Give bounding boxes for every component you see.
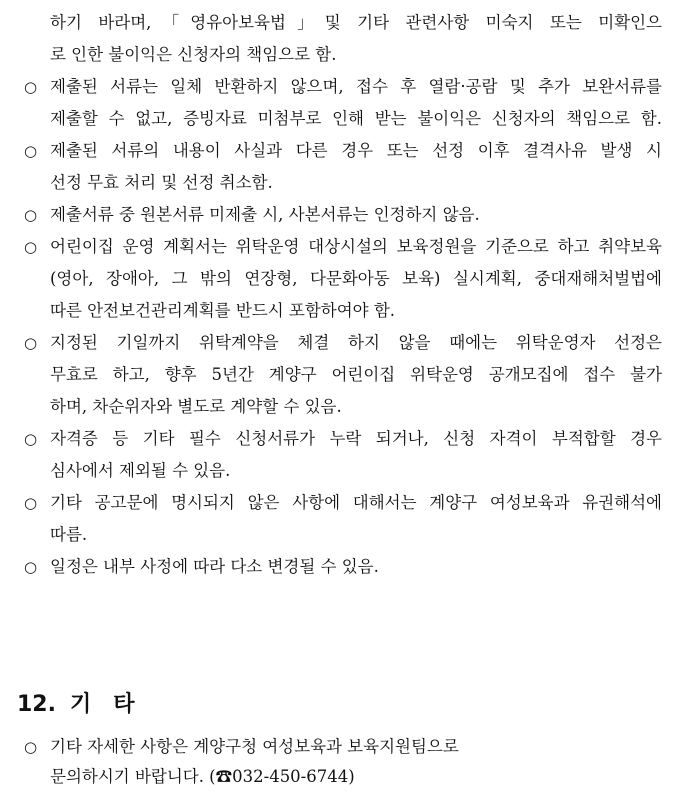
text-line: (영아, 장애아, 그 밖의 연장형, 다문화아동 보육) 실시계획, 중대재해처벌법에 [50, 269, 662, 288]
text-line: 지정된 기일까지 위탁계약을 체결 하지 않을 때에는 위탁운영자 선정은 [50, 333, 662, 352]
text-line: 로 인한 불이익은 신청자의 책임으로 함. [50, 45, 337, 64]
list-item [24, 556, 664, 578]
text-line: 기타 공고문에 명시되지 않은 사항에 대해서는 계양구 여성보육과 유권해석에 [50, 493, 662, 512]
list-item [24, 736, 664, 758]
circle-bullet-icon: ○ [24, 334, 38, 352]
circle-bullet-icon: ○ [24, 142, 38, 160]
list-item [24, 236, 664, 258]
text-line: 하기 바라며,「영유아보육법」및 기타 관련사항 미숙지 또는 미확인으 [50, 13, 662, 32]
text-line: 제출된 서류는 일체 반환하지 않으며, 접수 후 열람·공람 및 추가 보완서류를 [50, 77, 662, 96]
list-item [24, 140, 664, 162]
list-item [24, 492, 664, 514]
text-line: 따름. [50, 525, 88, 544]
text-line: 제출할 수 없고, 증빙자료 미첨부로 인해 받는 불이익은 신청자의 책임으로 함. [50, 109, 662, 128]
text-line: 따른 안전보건관리계획를 반드시 포함하여야 함. [50, 301, 396, 320]
circle-bullet-icon: ○ [24, 78, 38, 96]
text-line: 하며, 차순위자와 별도로 계약할 수 있음. [50, 397, 342, 416]
section-number: 12. [17, 692, 56, 717]
section-title-char: 타 [113, 692, 135, 717]
list-item [24, 428, 664, 450]
text-line: 제출서류 중 원본서류 미제출 시, 사본서류는 인정하지 않음. [50, 205, 480, 224]
circle-bullet-icon: ○ [24, 238, 38, 256]
circle-bullet-icon: ○ [24, 494, 38, 512]
list-item [24, 76, 664, 98]
list-item [24, 204, 664, 226]
text-line: 심사에서 제외될 수 있음. [50, 461, 231, 480]
text-line: 선정 무효 처리 및 선정 취소함. [50, 173, 273, 192]
section-heading [17, 691, 135, 719]
list-item [24, 332, 664, 354]
circle-bullet-icon: ○ [24, 738, 38, 756]
text-line: 자격증 등 기타 필수 신청서류가 누락 되거나, 신청 자격이 부적합할 경우 [50, 429, 662, 448]
text-line: 어린이집 운영 계획서는 위탁운영 대상시설의 보육정원을 기준으로 하고 취약보육 [50, 237, 662, 256]
text-line: 무효로 하고, 향후 5년간 계양구 어린이집 위탁운영 공개모집에 접수 불가 [50, 365, 662, 384]
text-line: 제출된 서류의 내용이 사실과 다른 경우 또는 선정 이후 결격사유 발생 시 [50, 141, 662, 160]
contact-line: 문의하시기 바랍니다. (☎032-450-6744) [50, 767, 355, 786]
text-line: 기타 자세한 사항은 계양구청 여성보육과 보육지원팀으로 [50, 737, 459, 756]
section-title-char: 기 [69, 692, 92, 717]
circle-bullet-icon: ○ [24, 206, 38, 224]
circle-bullet-icon: ○ [24, 558, 38, 576]
circle-bullet-icon: ○ [24, 430, 38, 448]
text-line: 일정은 내부 사정에 따라 다소 변경될 수 있음. [50, 557, 379, 576]
